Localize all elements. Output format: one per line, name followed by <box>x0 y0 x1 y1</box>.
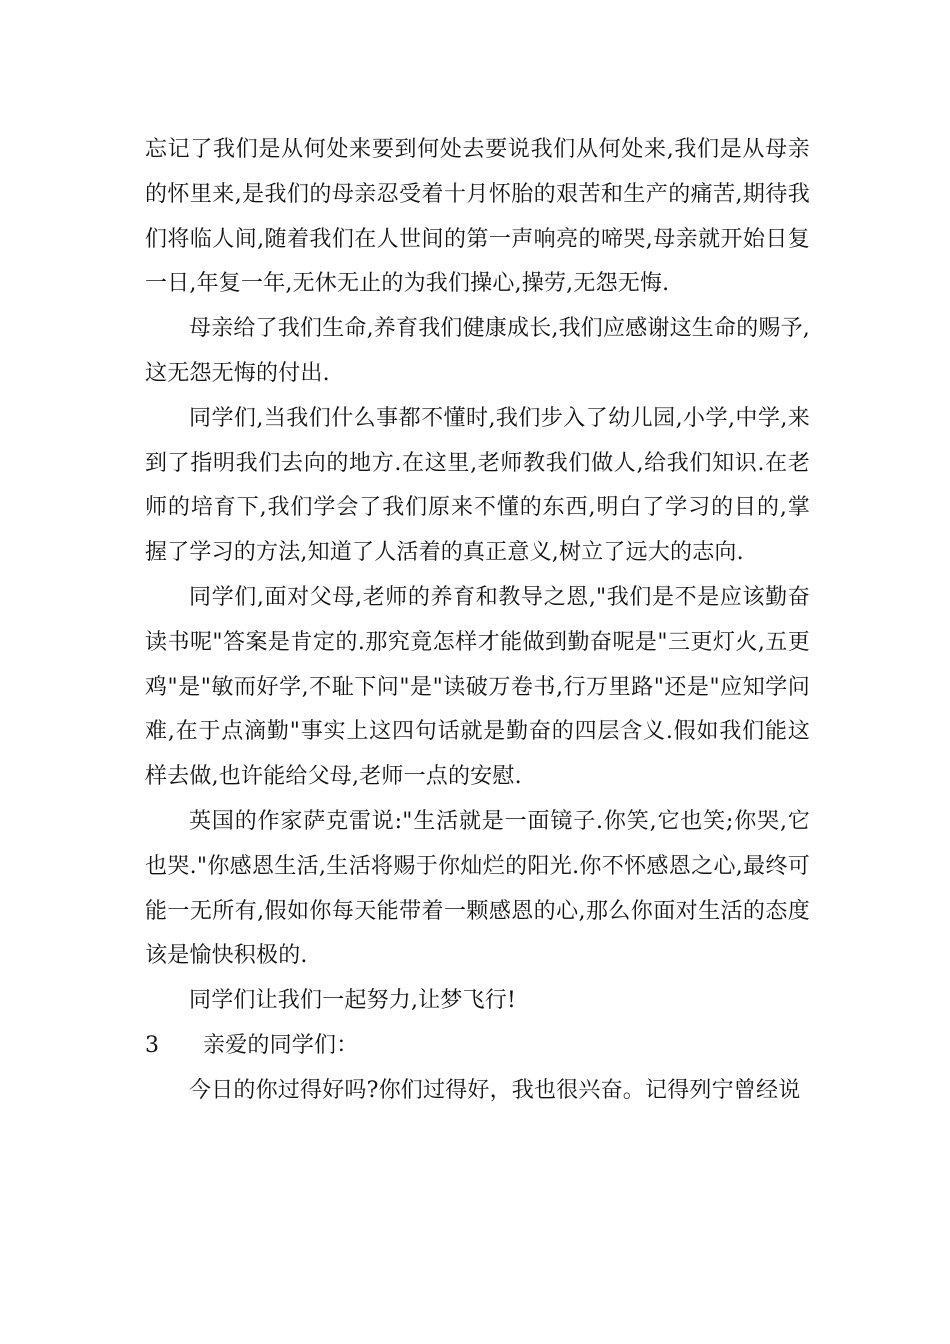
section-heading <box>145 1024 810 1069</box>
paragraph: 同学们让我们一起努力,让梦飞行! <box>189 988 517 1014</box>
paragraph: 英国的作家萨克雷说:"生活就是一面镜子.你笑,它也笑;你哭,它也哭."你感恩生活,生活将赐于你灿烂的阳光.你不怀感恩之心,最终可能一无所有,假如你每天能带着一颗感恩的心,那么你面对生活的态度该是愉快积极的. <box>145 808 810 969</box>
paragraph: 母亲给了我们生命,养育我们健康成长,我们应感谢这生命的赐予,这无怨无悔的付出. <box>145 316 810 386</box>
document-body <box>145 128 810 1114</box>
section-title: 亲爱的同学们： <box>203 1032 359 1058</box>
section-number: 3 <box>145 1032 160 1058</box>
paragraph: 同学们,面对父母,老师的养育和教导之恩,"我们是不是应该勤奋读书呢"答案是肯定的.那究竟怎样才能做到勤奋呢是"三更灯火,五更鸡"是"敏而好学,不耻下问"是"读破万卷书,行万里路"还是"应知学问难,在于点滴勤"事实上这四句话就是勤奋的四层含义.假如我们能这样去做,也许能给父母,老师一点的安慰. <box>145 584 810 790</box>
paragraph: 今日的你过得好吗?你们过得好，我也很兴奋。记得列宁曾经说 <box>189 1077 801 1103</box>
paragraph: 同学们,当我们什么事都不懂时,我们步入了幼儿园,小学,中学,来到了指明我们去向的地方.在这里,老师教我们做人,给我们知识.在老师的培育下,我们学会了我们原来不懂的东西,明白了学习的目的,掌握了学习的方法,知道了人活着的真正意义,树立了远大的志向. <box>145 405 810 566</box>
paragraph: 忘记了我们是从何处来要到何处去要说我们从何处来,我们是从母亲的怀里来,是我们的母亲忍受着十月怀胎的艰苦和生产的痛苦,期待我们将临人间,随着我们在人世间的第一声响亮的啼哭,母亲就开始日复一日,年复一年,无休无止的为我们操心,操劳,无怨无悔. <box>145 137 810 297</box>
